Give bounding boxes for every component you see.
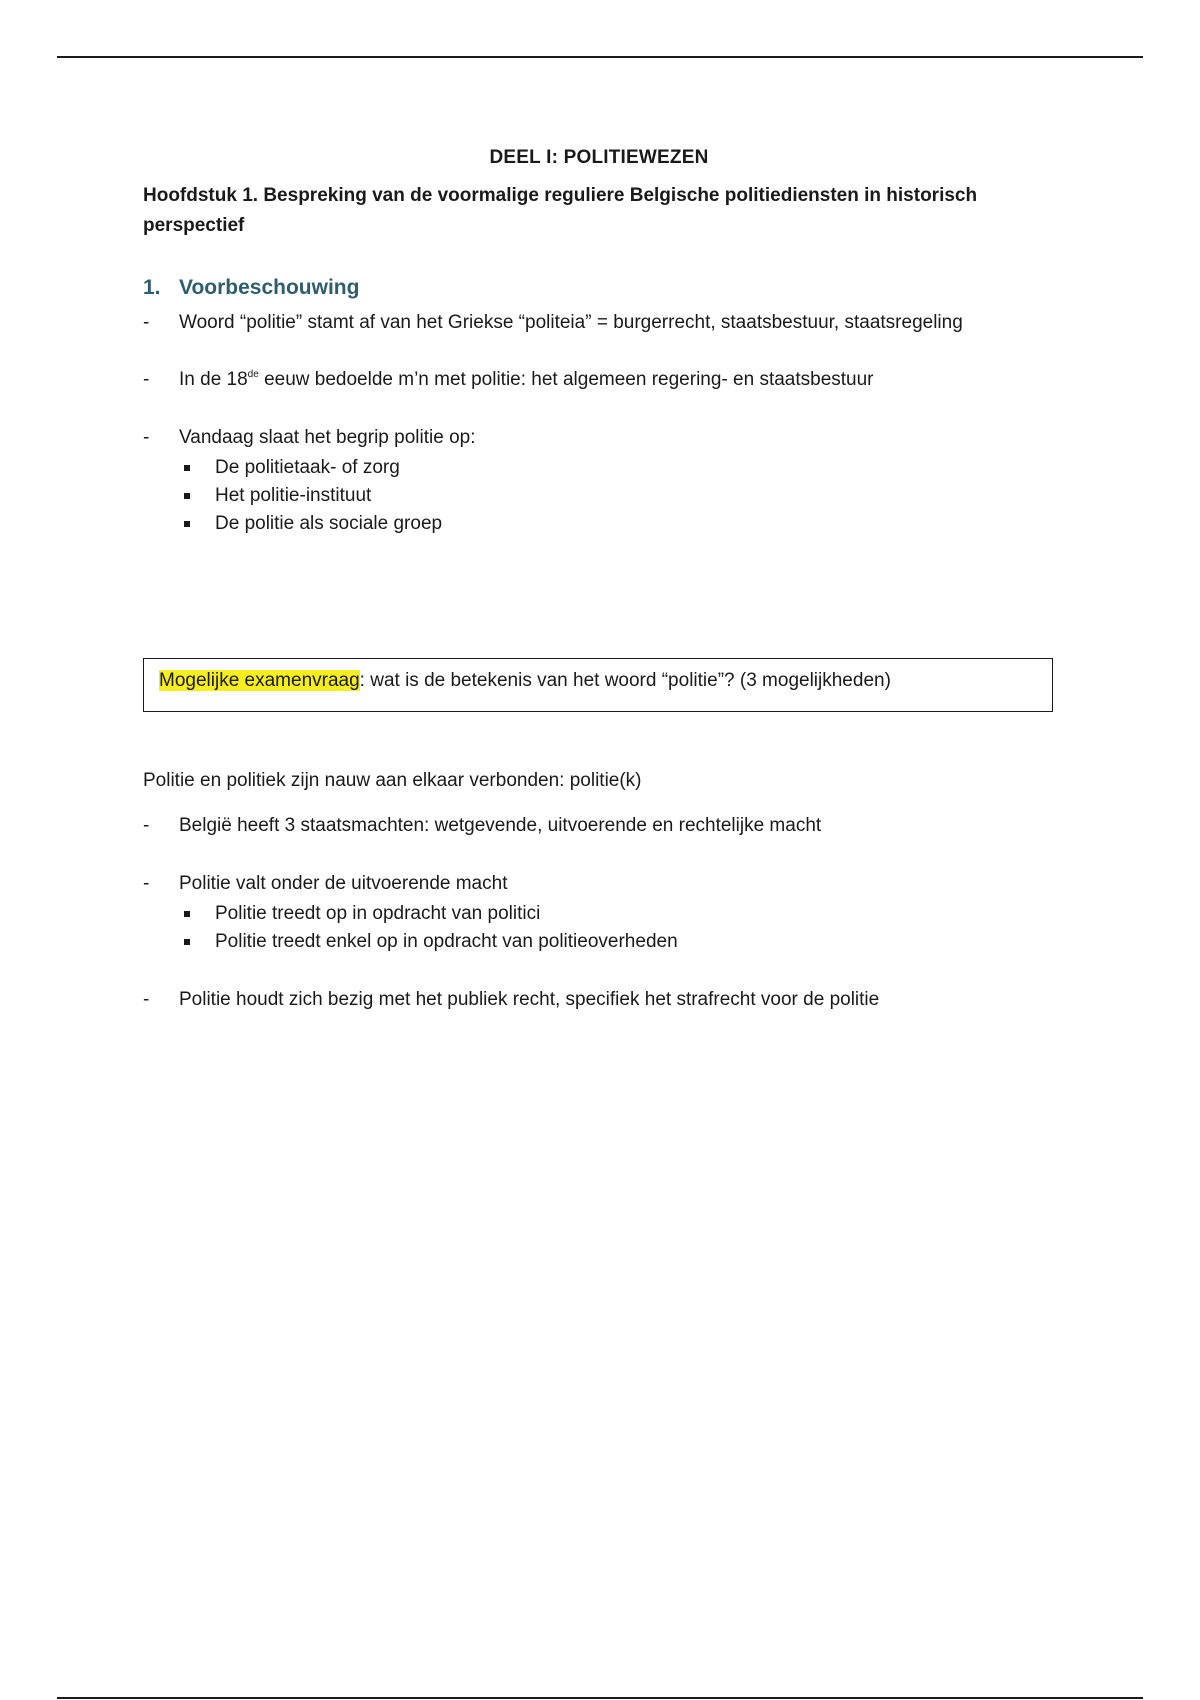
square-bullet-icon [184,939,190,945]
ordinal-suffix: de [247,369,259,380]
square-bullet-icon [184,911,190,917]
sub-list [143,900,1063,956]
list-item [143,366,1063,394]
list-item-text: In de 18de eeuw bedoelde m’n met politie: het algemeen regering- en staatsbestuur [179,369,874,390]
list-item [143,812,1063,840]
sub-list-item: Politie treedt enkel op in opdracht van politieoverheden [179,928,1063,956]
list-item-text: België heeft 3 staatsmachten: wetgevende, uitvoerende en rechtelijke macht [179,815,822,836]
section-heading [143,273,1063,303]
list-item-text: Vandaag slaat het begrip politie op: [179,427,476,448]
exam-question-highlight: Mogelijke examenvraag [159,670,360,691]
list-item-text: Woord “politie” stamt af van het Griekse “politeia” = burgerrecht, staatsbestuur, staatsregeling [179,312,963,333]
sub-list [143,454,1063,538]
list-item-text: Politie valt onder de uitvoerende macht [179,873,508,894]
intro-paragraph: Politie en politiek zijn nauw aan elkaar verbonden: politie(k) [143,770,642,791]
sub-list-item: Politie treedt op in opdracht van politici [179,900,1063,928]
square-bullet-icon [184,465,190,471]
list-item [143,870,1063,956]
section-title: Voorbeschouwing [179,276,360,299]
politics-list [143,812,1063,1014]
page-content [143,140,1063,538]
sub-list-item: Het politie-instituut [179,482,1063,510]
sub-list-item: De politie als sociale groep [179,510,1063,538]
dash-marker: - [143,312,150,333]
sub-list-item: De politietaak- of zorg [179,454,1063,482]
part-title: DEEL I: POLITIEWEZEN [489,147,709,168]
square-bullet-icon [184,521,190,527]
dash-marker: - [143,989,150,1010]
section-number: 1. [143,276,161,299]
dash-marker: - [143,369,150,390]
footer-rule [57,1697,1143,1699]
chapter-title: Hoofdstuk 1. Bespreking van de voormalige reguliere Belgische politiediensten in historisch perspectief [143,185,978,236]
intro-list [143,309,1063,538]
politics-section [143,767,1063,1014]
dash-marker: - [143,873,150,894]
dash-marker: - [143,427,150,448]
square-bullet-icon [184,493,190,499]
list-item-text: Politie houdt zich bezig met het publiek recht, specifiek het strafrecht voor de politie [179,989,880,1010]
list-item [143,424,1063,538]
dash-marker: - [143,815,150,836]
exam-question-text: : wat is de betekenis van het woord “politie”? (3 mogelijkheden) [359,670,891,691]
header-rule [57,56,1143,58]
list-item [143,986,1063,1014]
exam-question-box [143,658,1053,712]
list-item [143,309,1063,337]
